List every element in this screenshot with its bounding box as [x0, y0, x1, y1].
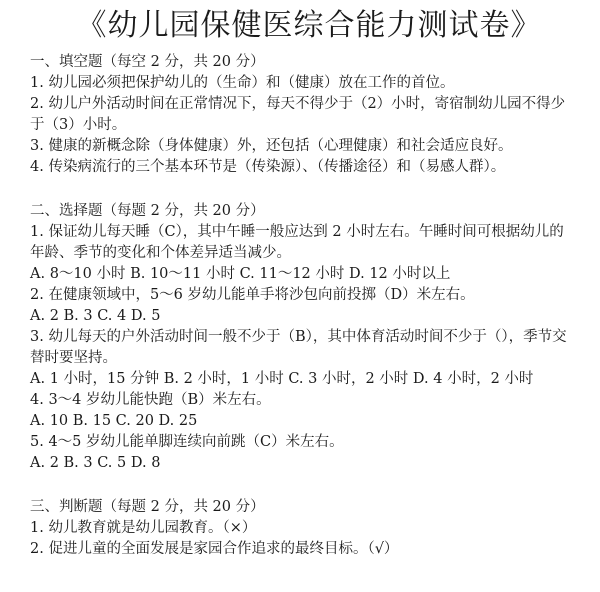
question-line: 4. 传染病流行的三个基本环节是（传染源）、（传播途径）和（易感人群）。 [30, 159, 506, 175]
answer-options: A. 8～10 小时 B. 10～11 小时 C. 11～12 小时 D. 12 小时以上 [30, 266, 451, 282]
question-line: 3. 健康的新概念除（身体健康）外，还包括（心理健康）和社会适应良好。 [30, 138, 513, 154]
question-line: 2. 在健康领域中，5～6 岁幼儿能单手将沙包向前投掷（D）米左右。 [30, 287, 475, 303]
document-title: 《幼儿园保健医综合能力测试卷》 [76, 8, 542, 43]
question-line: 1. 幼儿园必须把保护幼儿的（生命）和（健康）放在工作的首位。 [30, 75, 455, 91]
section-heading-fill-blank: 一、填空题（每空 2 分，共 20 分） [30, 54, 265, 70]
question-line: 1. 幼儿教育就是幼儿园教育。（×） [30, 520, 257, 536]
question-line: 替时要坚持。 [30, 350, 117, 366]
answer-options: A. 2 B. 3 C. 4 D. 5 [30, 308, 161, 324]
section-heading-multiple-choice: 二、选择题（每题 2 分，共 20 分） [30, 203, 265, 219]
question-line: 3. 幼儿每天的户外活动时间一般不少于（B），其中体育活动时间不少于（），季节交 [30, 329, 567, 345]
question-line: 5. 4～5 岁幼儿能单脚连续向前跳（C）米左右。 [30, 434, 344, 450]
question-line: 2. 幼儿户外活动时间在正常情况下，每天不得少于（2）小时，寄宿制幼儿园不得少 [30, 96, 566, 112]
answer-options: A. 1 小时，15 分钟 B. 2 小时，1 小时 C. 3 小时，2 小时 D. 4 小时，2 小时 [30, 371, 534, 387]
section-heading-true-false: 三、判断题（每题 2 分，共 20 分） [30, 499, 265, 515]
question-line: 1. 保证幼儿每天睡（C），其中午睡一般应达到 2 小时左右。午睡时间可根据幼儿的 [30, 224, 564, 240]
answer-options: A. 10 B. 15 C. 20 D. 25 [30, 413, 198, 429]
question-line: 于（3）小时。 [30, 117, 127, 133]
question-line: 年龄、季节的变化和个体差异适当减少。 [30, 245, 291, 261]
answer-options: A. 2 B. 3 C. 5 D. 8 [30, 455, 161, 471]
question-line: 4. 3～4 岁幼儿能快跑（B）米左右。 [30, 392, 271, 408]
question-line: 2. 促进儿童的全面发展是家园合作追求的最终目标。（√） [30, 541, 399, 557]
